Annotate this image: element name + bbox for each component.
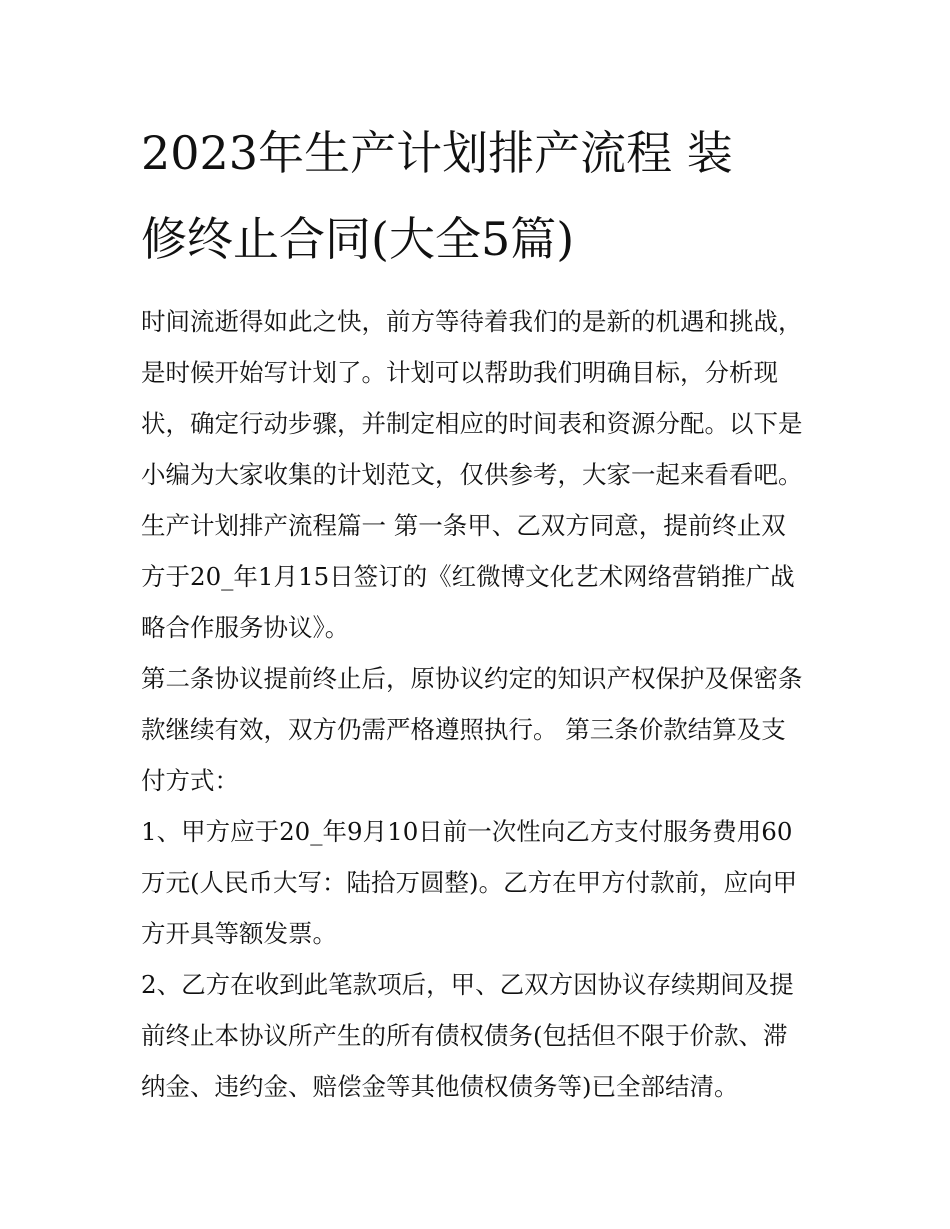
text-line: 略合作服务协议》。 [141, 613, 350, 642]
text-line: 方于20_年1月15日签订的《红微博文化艺术网络营销推广战 [141, 562, 795, 591]
text-line: 是时候开始写计划了。计划可以帮助我们明确目标，分析现 [141, 358, 778, 387]
text-line: 生产计划排产流程篇一 第一条甲、乙双方同意，提前终止双 [141, 511, 786, 540]
text-line: 状，确定行动步骤，并制定相应的时间表和资源分配。以下是 [141, 409, 803, 438]
text-line: 2、乙方在收到此笔款项后，甲、乙双方因协议存续期间及提 [141, 970, 794, 999]
title-line-2: 修终止合同(大全5篇) [141, 212, 575, 266]
text-line: 时间流逝得如此之快，前方等待着我们的是新的机遇和挑战， [141, 307, 803, 336]
text-line: 方开具等额发票。 [141, 919, 337, 948]
title-line-1: 2023年生产计划排产流程 装 [141, 126, 733, 180]
document-title [141, 110, 820, 282]
text-line: 纳金、违约金、赔偿金等其他债权债务等)已全部结清。 [141, 1072, 739, 1101]
paragraph-article-2 [141, 653, 820, 806]
text-line: 款继续有效，双方仍需严格遵照执行。 第三条价款结算及支 [141, 715, 786, 744]
text-line: 小编为大家收集的计划范文，仅供参考，大家一起来看看吧。 [141, 460, 803, 489]
text-line: 前终止本协议所产生的所有债权债务(包括但不限于价款、滞 [141, 1021, 788, 1050]
paragraph-intro [141, 296, 820, 653]
paragraph-clause-2 [141, 959, 820, 1112]
paragraph-clause-1 [141, 806, 820, 959]
document-body [141, 296, 820, 1112]
text-line: 第二条协议提前终止后，原协议约定的知识产权保护及保密条 [141, 664, 803, 693]
text-line: 1、甲方应于20_年9月10日前一次性向乙方支付服务费用60 [141, 817, 793, 846]
text-line: 付方式： [141, 766, 239, 795]
text-line: 万元(人民币大写：陆拾万圆整)。乙方在甲方付款前，应向甲 [141, 868, 798, 897]
